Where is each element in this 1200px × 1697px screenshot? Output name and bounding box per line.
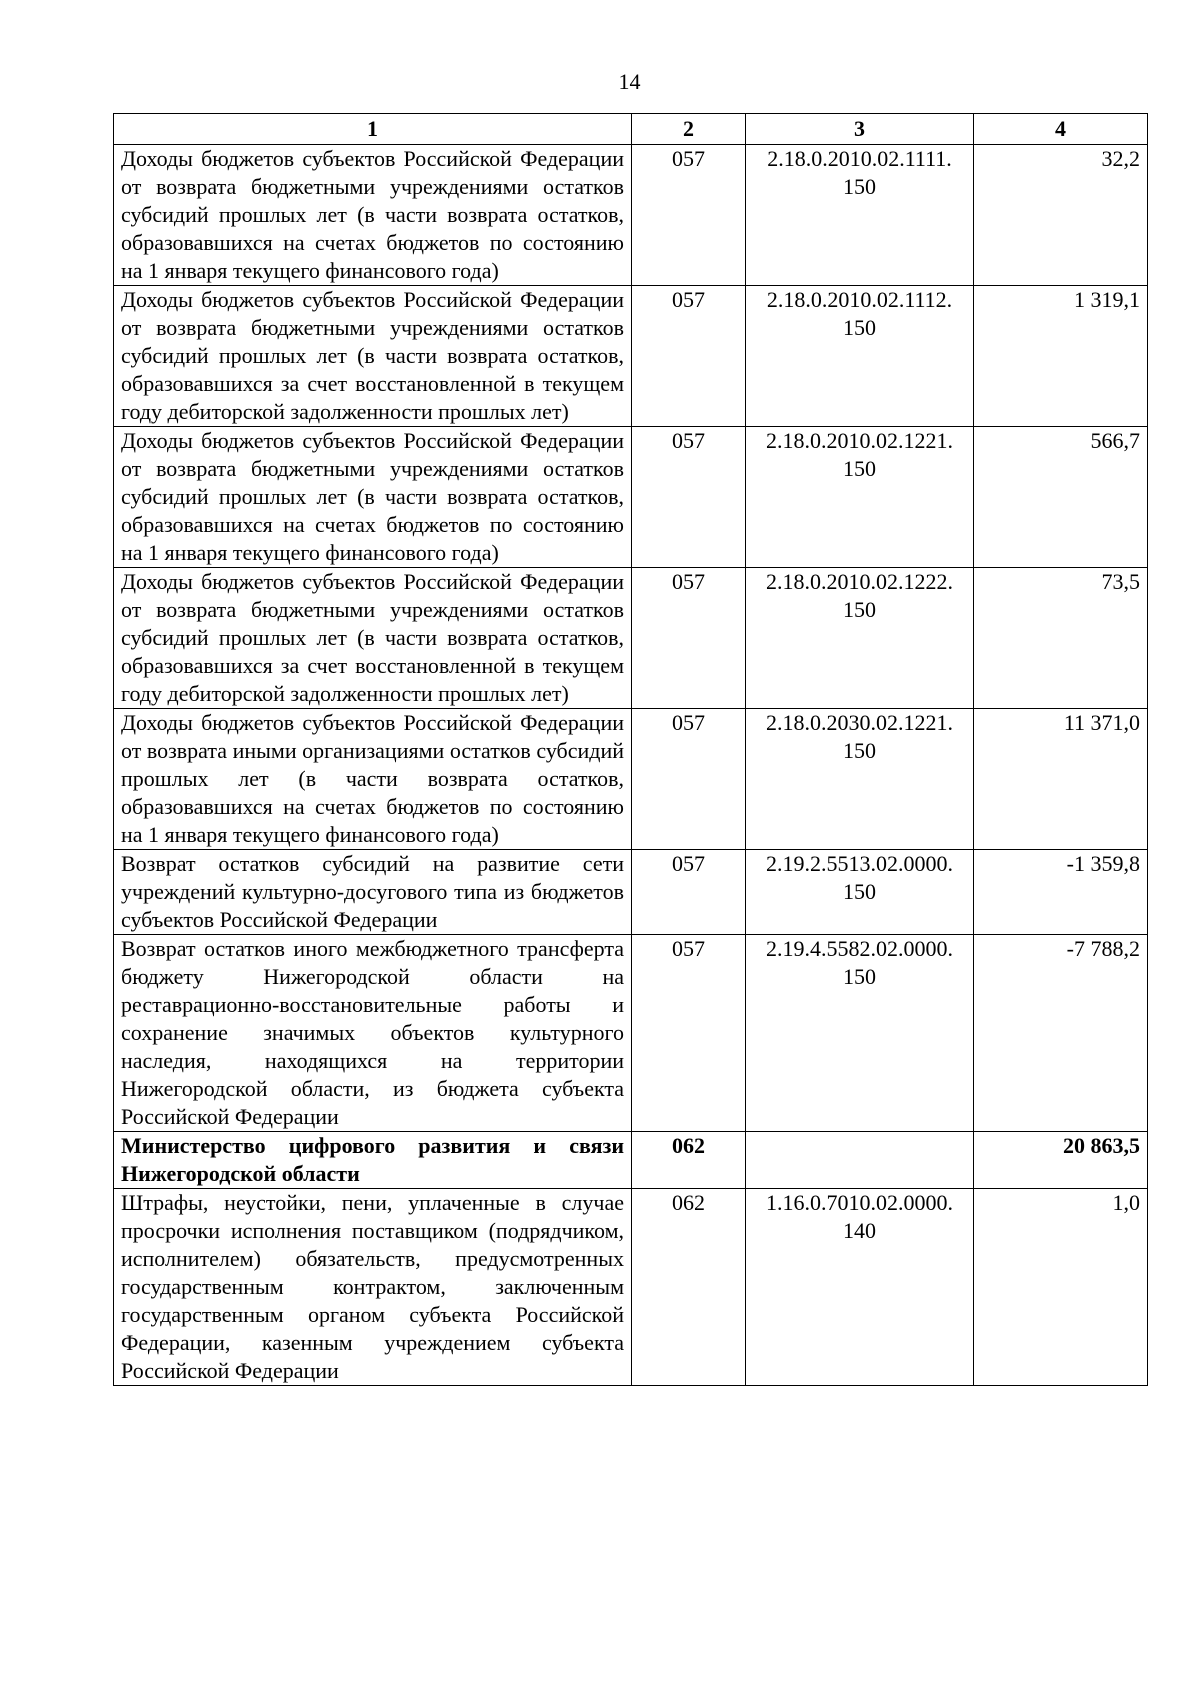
row-classification-code: 2.18.0.2010.02.1111. 150 bbox=[746, 145, 974, 286]
table-row bbox=[114, 1132, 1148, 1189]
row-description: Доходы бюджетов субъектов Российской Федерации от возврата бюджетными учреждениями остатков субсидий прошлых лет (в части возврата остатков, образовавшихся за счет восстановленной в текущем году дебиторской задолженности прошлых лет) bbox=[114, 568, 632, 709]
table-row bbox=[114, 935, 1148, 1132]
table-row bbox=[114, 427, 1148, 568]
row-amount: -1 359,8 bbox=[974, 850, 1148, 935]
row-classification-code: 1.16.0.7010.02.0000. 140 bbox=[746, 1189, 974, 1386]
row-amount: 1 319,1 bbox=[974, 286, 1148, 427]
row-chapter-code: 062 bbox=[632, 1189, 746, 1386]
budget-table bbox=[113, 113, 1148, 1386]
row-amount: 11 371,0 bbox=[974, 709, 1148, 850]
table-body bbox=[114, 145, 1148, 1386]
row-classification-code: 2.18.0.2010.02.1112. 150 bbox=[746, 286, 974, 427]
row-chapter-code: 057 bbox=[632, 145, 746, 286]
row-classification-code: 2.19.2.5513.02.0000. 150 bbox=[746, 850, 974, 935]
row-description: Доходы бюджетов субъектов Российской Федерации от возврата бюджетными учреждениями остатков субсидий прошлых лет (в части возврата остатков, образовавшихся на счетах бюджетов по состоянию на 1 января текущего финансового года) bbox=[114, 427, 632, 568]
table-header-row bbox=[114, 114, 1148, 145]
table-row bbox=[114, 709, 1148, 850]
row-amount: 1,0 bbox=[974, 1189, 1148, 1386]
row-amount: 20 863,5 bbox=[974, 1132, 1148, 1189]
table-row bbox=[114, 286, 1148, 427]
row-chapter-code: 057 bbox=[632, 568, 746, 709]
row-amount: 566,7 bbox=[974, 427, 1148, 568]
row-chapter-code: 057 bbox=[632, 850, 746, 935]
table-row bbox=[114, 850, 1148, 935]
row-amount: 32,2 bbox=[974, 145, 1148, 286]
table-row bbox=[114, 145, 1148, 286]
row-classification-code: 2.18.0.2030.02.1221. 150 bbox=[746, 709, 974, 850]
row-description: Возврат остатков субсидий на развитие сети учреждений культурно-досугового типа из бюджетов субъектов Российской Федерации bbox=[114, 850, 632, 935]
table-row bbox=[114, 1189, 1148, 1386]
page-number: 14 bbox=[618, 69, 641, 94]
row-description: Возврат остатков иного межбюджетного трансферта бюджету Нижегородской области на реставрационно-восстановительные работы и сохранение значимых объектов культурного наследия, находящихся на территории Нижегородской области, из бюджета субъекта Российской Федерации bbox=[114, 935, 632, 1132]
row-description: Штрафы, неустойки, пени, уплаченные в случае просрочки исполнения поставщиком (подрядчиком, исполнителем) обязательств, предусмотренных государственным контрактом, заключенным государственным органом субъекта Российской Федерации, казенным учреждением субъекта Российской Федерации bbox=[114, 1189, 632, 1386]
row-description: Доходы бюджетов субъектов Российской Федерации от возврата бюджетными учреждениями остатков субсидий прошлых лет (в части возврата остатков, образовавшихся за счет восстановленной в текущем году дебиторской задолженности прошлых лет) bbox=[114, 286, 632, 427]
row-classification-code: 2.18.0.2010.02.1222. 150 bbox=[746, 568, 974, 709]
row-chapter-code: 057 bbox=[632, 709, 746, 850]
column-header-2: 2 bbox=[632, 114, 746, 145]
row-chapter-code: 057 bbox=[632, 427, 746, 568]
row-chapter-code: 057 bbox=[632, 935, 746, 1132]
table-row bbox=[114, 568, 1148, 709]
row-classification-code bbox=[746, 1132, 974, 1189]
row-classification-code: 2.19.4.5582.02.0000. 150 bbox=[746, 935, 974, 1132]
row-chapter-code: 057 bbox=[632, 286, 746, 427]
column-header-3: 3 bbox=[746, 114, 974, 145]
row-description: Доходы бюджетов субъектов Российской Федерации от возврата бюджетными учреждениями остатков субсидий прошлых лет (в части возврата остатков, образовавшихся на счетах бюджетов по состоянию на 1 января текущего финансового года) bbox=[114, 145, 632, 286]
row-chapter-code: 062 bbox=[632, 1132, 746, 1189]
row-description: Министерство цифрового развития и связи Нижегородской области bbox=[114, 1132, 632, 1189]
column-header-4: 4 bbox=[974, 114, 1148, 145]
row-classification-code: 2.18.0.2010.02.1221. 150 bbox=[746, 427, 974, 568]
row-amount: 73,5 bbox=[974, 568, 1148, 709]
row-amount: -7 788,2 bbox=[974, 935, 1148, 1132]
column-header-1: 1 bbox=[114, 114, 632, 145]
row-description: Доходы бюджетов субъектов Российской Федерации от возврата иными организациями остатков субсидий прошлых лет (в части возврата остатков, образовавшихся на счетах бюджетов по состоянию на 1 января текущего финансового года) bbox=[114, 709, 632, 850]
